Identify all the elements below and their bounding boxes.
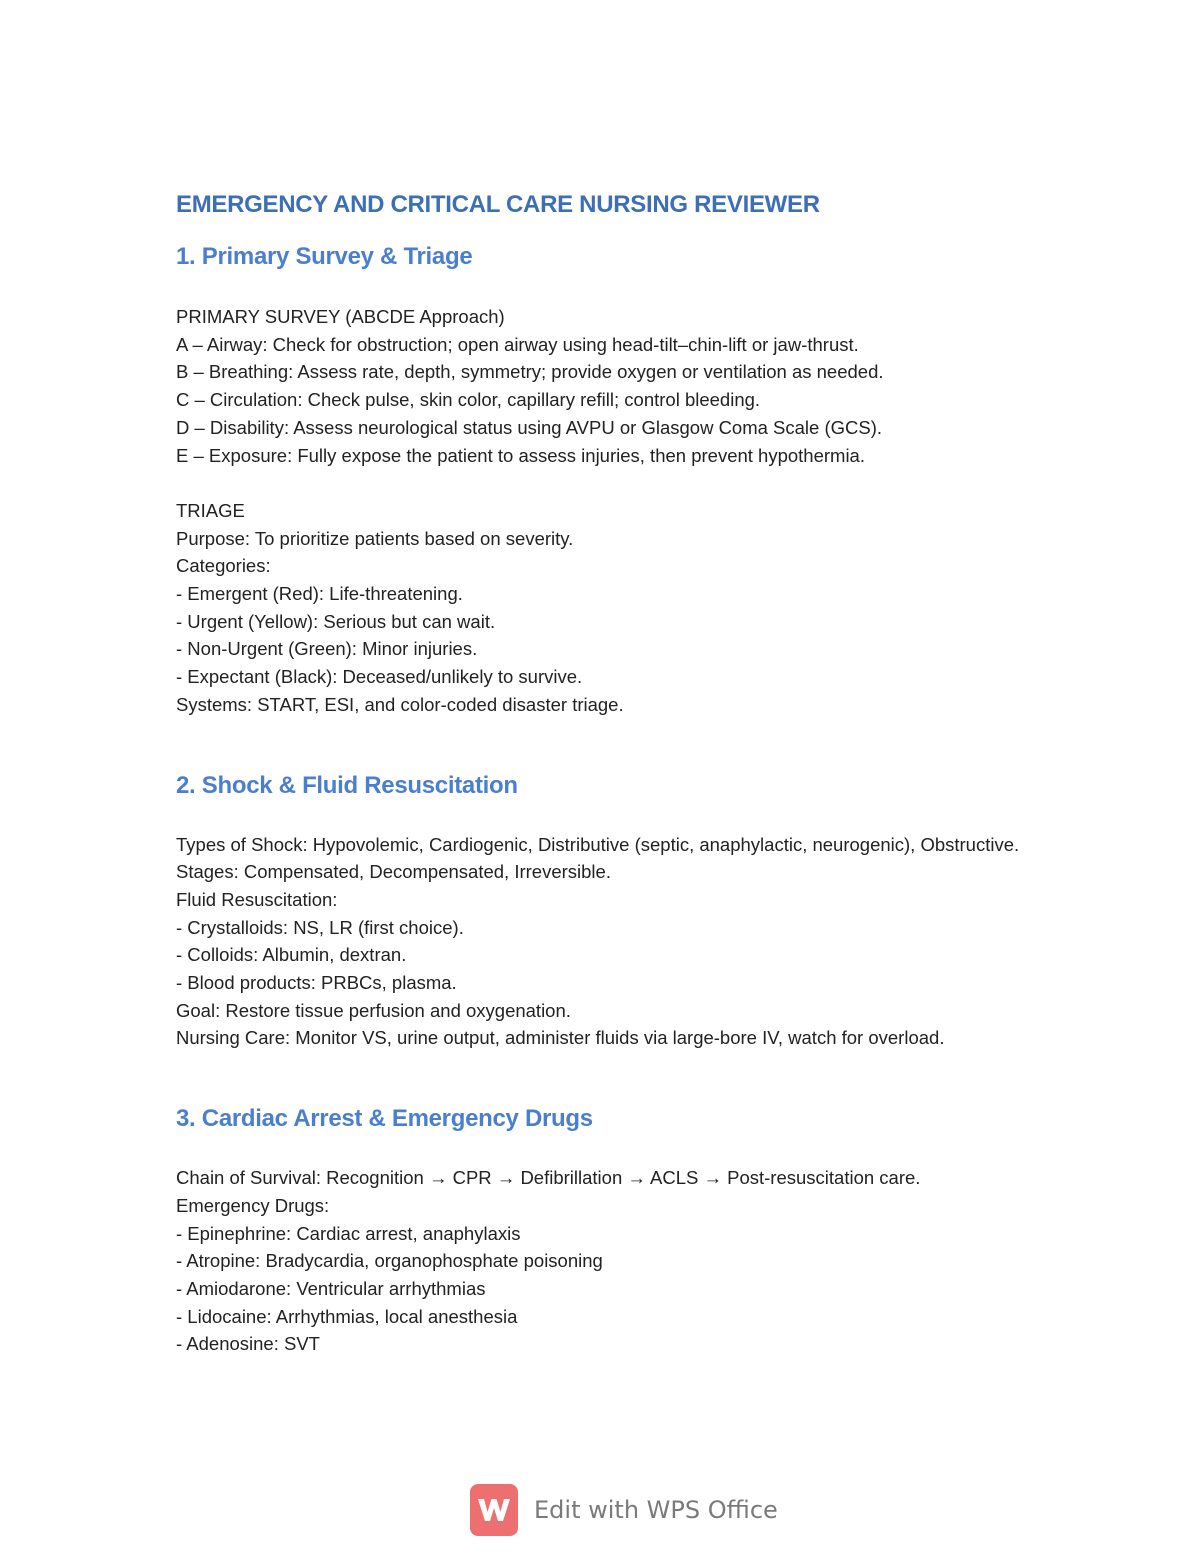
text-line: PRIMARY SURVEY (ABCDE Approach) <box>176 306 505 327</box>
text-line: B – Breathing: Assess rate, depth, symmetry; provide oxygen or ventilation as needed. <box>176 361 884 383</box>
section-cardiac-arrest <box>176 1104 1036 1358</box>
section-primary-survey <box>176 242 1036 719</box>
text-line: Nursing Care: Monitor VS, urine output, administer fluids via large-bore IV, watch for overload. <box>176 1027 945 1049</box>
text-line: - Blood products: PRBCs, plasma. <box>176 972 457 994</box>
text-line: TRIAGE <box>176 499 245 521</box>
section-body <box>176 1164 1036 1358</box>
text-line: - Colloids: Albumin, dextran. <box>176 944 407 966</box>
blank-line <box>176 469 1036 497</box>
document-content <box>176 190 1036 1358</box>
text-line: D – Disability: Assess neurological status using AVPU or Glasgow Coma Scale (GCS). <box>176 416 883 438</box>
text-line: - Atropine: Bradycardia, organophosphate poisoning <box>176 1250 603 1272</box>
text-line: Goal: Restore tissue perfusion and oxygenation. <box>176 999 571 1021</box>
text-line: Categories: <box>176 555 271 577</box>
text-line: - Non-Urgent (Green): Minor injuries. <box>176 638 478 660</box>
text-line: Emergency Drugs: <box>176 1194 330 1216</box>
text-line: - Amiodarone: Ventricular arrhythmias <box>176 1277 486 1299</box>
text-line: - Lidocaine: Arrhythmias, local anesthesia <box>176 1305 518 1327</box>
edit-with-wps-button[interactable] <box>470 1484 778 1536</box>
section-body <box>176 303 1036 719</box>
section-shock <box>176 771 1036 1053</box>
text-line: - Expectant (Black): Deceased/unlikely to survive. <box>176 666 583 688</box>
document-title: EMERGENCY AND CRITICAL CARE NURSING REVIEWER <box>176 191 820 218</box>
text-line: Types of Shock: Hypovolemic, Cardiogenic, Distributive (septic, anaphylactic, neurogenic), Obstructive. <box>176 833 1020 855</box>
text-line: C – Circulation: Check pulse, skin color, capillary refill; control bleeding. <box>176 389 761 411</box>
text-line: Systems: START, ESI, and color-coded disaster triage. <box>176 693 624 715</box>
text-line: Stages: Compensated, Decompensated, Irreversible. <box>176 861 611 883</box>
text-line: E – Exposure: Fully expose the patient to assess injuries, then prevent hypothermia. <box>176 444 865 466</box>
text-line: - Epinephrine: Cardiac arrest, anaphylaxis <box>176 1222 521 1244</box>
text-line: Chain of Survival: Recognition → CPR → Defibrillation → ACLS → Post-resuscitation care. <box>176 1167 921 1189</box>
section-body <box>176 831 1036 1053</box>
text-line: Purpose: To prioritize patients based on severity. <box>176 527 574 549</box>
text-line: - Emergent (Red): Life-threatening. <box>176 583 463 605</box>
text-line: - Crystalloids: NS, LR (first choice). <box>176 916 464 938</box>
text-line: A – Airway: Check for obstruction; open airway using head-tilt–chin-lift or jaw-thrust. <box>176 333 859 355</box>
section-heading: 3. Cardiac Arrest & Emergency Drugs <box>176 1105 593 1133</box>
wps-logo-icon <box>470 1484 518 1536</box>
section-heading: 1. Primary Survey & Triage <box>176 243 473 270</box>
text-line: Fluid Resuscitation: <box>176 888 338 910</box>
text-line: - Urgent (Yellow): Serious but can wait. <box>176 610 496 632</box>
section-heading: 2. Shock & Fluid Resuscitation <box>176 771 518 799</box>
text-line: - Adenosine: SVT <box>176 1333 320 1355</box>
wps-label: Edit with WPS Office <box>534 1496 778 1524</box>
